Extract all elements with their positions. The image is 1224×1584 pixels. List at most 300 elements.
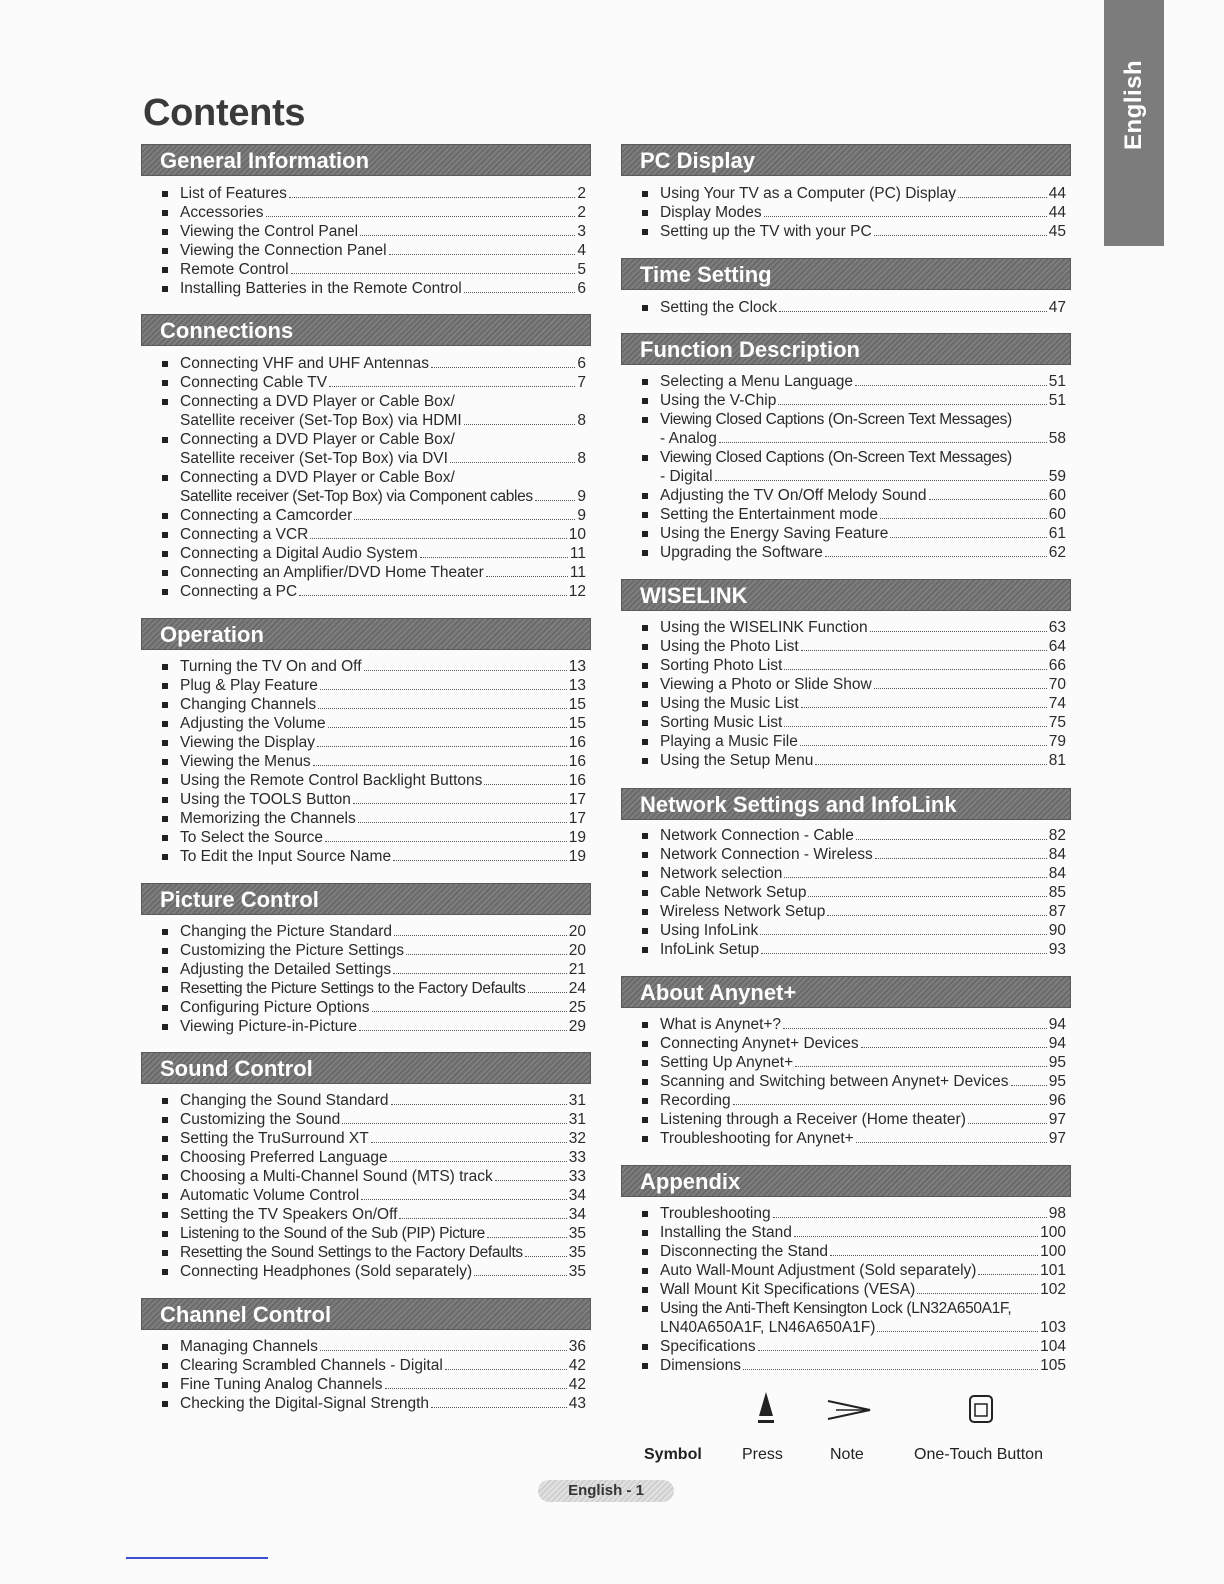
section-header-sound: Sound Control [141,1052,591,1084]
toc-entry-page: 20 [568,942,586,959]
toc-entry-label: Configuring Picture Options [180,999,370,1016]
toc-leader-dots [420,557,568,558]
press-label: Press [742,1446,783,1463]
language-tab-label: English [1120,59,1147,151]
toc-entry [638,864,1066,883]
toc-entry-label: Choosing a Multi-Channel Sound (MTS) track [180,1168,493,1185]
toc-entry-label: Setting up the TV with your PC [660,223,872,240]
toc-entry-page: 31 [568,1111,586,1128]
toc-entry-label: Using the TOOLS Button [180,791,351,808]
toc-entry-label: Viewing the Display [180,734,315,751]
toc-entry [158,1262,586,1281]
toc-entry-page: 96 [1048,1092,1066,1109]
toc-entry [158,279,586,298]
toc-leader-dots [317,746,567,747]
toc-leader-dots [875,858,1047,859]
toc-entry [638,410,1066,429]
toc-entry [158,392,586,411]
toc-leader-dots [733,1104,1047,1105]
toc-leader-dots [856,1142,1047,1143]
toc-leader-dots [528,992,567,993]
toc-entry [158,222,586,241]
toc-entry-label: Selecting a Menu Language [660,373,854,390]
toc-leader-dots [861,1047,1047,1048]
toc-entry-page: 51 [1048,392,1066,409]
toc-entry [158,468,586,487]
toc-entry-label: Connecting a Digital Audio System [180,545,418,562]
toc-entry [158,752,586,771]
toc-entry-label: Changing the Picture Standard [180,923,392,940]
toc-leader-dots [1011,1085,1047,1086]
toc-leader-dots [761,953,1047,954]
symbol-label: Symbol [644,1446,702,1463]
toc-leader-dots [830,1255,1038,1256]
toc-entry-label: Display Modes [660,204,762,221]
toc-entry [158,506,586,525]
toc-entry [638,486,1066,505]
toc-entry-page: 102 [1040,1281,1066,1298]
toc-entry [158,430,586,449]
toc-entry-page: 95 [1048,1054,1066,1071]
toc-leader-dots [393,860,567,861]
toc-entry-page: 105 [1040,1357,1066,1374]
toc-entry-label: Using the Remote Control Backlight Buttons [180,772,483,789]
toc-leader-dots [318,708,567,709]
page-title: Contents [143,92,306,134]
press-icon [756,1390,776,1426]
toc-entry-label: Accessories [180,204,264,221]
toc-entry [158,714,586,733]
toc-entry-page: 24 [568,980,586,997]
toc-entry-label: Using the Setup Menu [660,752,814,769]
toc-leader-dots [299,595,567,596]
toc-entry-label: Connecting a DVD Player or Cable Box/ [180,469,455,486]
toc-entry-label: Setting the Clock [660,299,778,316]
toc-entry [158,1243,586,1262]
toc-leader-dots [487,1237,567,1238]
toc-entry-page: 98 [1048,1205,1066,1222]
section-header-wiselink: WISELINK [621,579,1071,611]
toc-entry-page: 20 [568,923,586,940]
toc-entry [158,960,586,979]
toc-leader-dots [266,216,576,217]
toc-entry-label: Auto Wall-Mount Adjustment (Sold separately) [660,1262,977,1279]
toc-entry [158,1167,586,1186]
toc-entry [638,372,1066,391]
toc-leader-dots [917,1293,1038,1294]
toc-entry-label: Choosing Preferred Language [180,1149,388,1166]
toc-entry-page: 33 [568,1149,586,1166]
one-touch-button-icon [968,1394,994,1424]
toc-entry-page: 100 [1040,1243,1066,1260]
section-header-channel: Channel Control [141,1298,591,1330]
toc-entry-label: Installing the Stand [660,1224,792,1241]
toc-entry-page: 32 [568,1130,586,1147]
toc-leader-dots [353,803,567,804]
toc-leader-dots [773,1217,1047,1218]
toc-entry-page: 63 [1048,619,1066,636]
toc-entry [638,1223,1066,1242]
toc-entry-label: Connecting a DVD Player or Cable Box/ [180,431,455,448]
section-list-sound [158,1091,586,1281]
toc-entry-label: Using the Photo List [660,638,799,655]
toc-leader-dots [758,1350,1038,1351]
toc-entry-page: 15 [568,696,586,713]
section-list-operation [158,657,586,866]
toc-entry-label: Setting the TV Speakers On/Off [180,1206,398,1223]
toc-entry-label: Wall Mount Kit Specifications (VESA) [660,1281,916,1298]
toc-entry-page: 93 [1048,941,1066,958]
toc-entry [638,940,1066,959]
toc-entry-label: Customizing the Picture Settings [180,942,404,959]
toc-entry [638,694,1066,713]
toc-entry-label: Viewing the Menus [180,753,311,770]
toc-entry-page: 34 [568,1206,586,1223]
toc-entry-page: 43 [568,1395,586,1412]
footer-rule [126,1557,268,1559]
toc-leader-dots [784,877,1046,878]
toc-entry-page: 7 [577,374,586,391]
toc-entry-label: LN40A650A1F, LN46A650A1F) [660,1319,876,1336]
toc-entry [158,1356,586,1375]
toc-entry [638,1242,1066,1261]
toc-leader-dots [364,670,567,671]
toc-leader-dots [827,915,1046,916]
toc-entry-label: Connecting a Camcorder [180,507,353,524]
toc-entry [158,354,586,373]
toc-entry [638,184,1066,203]
toc-leader-dots [484,784,566,785]
toc-entry-page: 3 [577,223,586,240]
toc-entry-page: 35 [568,1225,586,1242]
toc-leader-dots [856,839,1047,840]
toc-leader-dots [743,1369,1038,1370]
toc-leader-dots [764,216,1047,217]
toc-entry [158,847,586,866]
toc-entry-page: 104 [1040,1338,1066,1355]
language-side-tab [1104,0,1164,246]
toc-entry [158,1337,586,1356]
toc-entry [638,1129,1066,1148]
section-header-picture: Picture Control [141,883,591,915]
toc-entry-label: Connecting Anynet+ Devices [660,1035,859,1052]
toc-entry-label: Using the Anti-Theft Kensington Lock (LN32A650A1F, [660,1300,1012,1317]
toc-entry [638,1091,1066,1110]
toc-entry-label: Satellite receiver (Set-Top Box) via HDMI [180,412,462,429]
toc-entry-page: 29 [568,1018,586,1035]
toc-entry [158,1017,586,1036]
toc-entry [638,1204,1066,1223]
toc-entry [158,941,586,960]
toc-leader-dots [329,386,575,387]
toc-leader-dots [394,935,567,936]
toc-entry [638,222,1066,241]
toc-entry [638,1356,1066,1375]
toc-entry-label: To Select the Source [180,829,324,846]
toc-leader-dots [391,1104,567,1105]
toc-entry [638,1299,1066,1318]
toc-leader-dots [313,765,567,766]
toc-entry [158,203,586,222]
toc-leader-dots [801,650,1047,651]
toc-entry-page: 2 [577,185,586,202]
toc-entry [158,1394,586,1413]
toc-entry-label: Viewing Closed Captions (On-Screen Text Messages) [660,411,1012,428]
toc-entry [638,845,1066,864]
toc-entry [158,771,586,790]
toc-leader-dots [808,896,1046,897]
toc-entry-label: Troubleshooting [660,1205,771,1222]
section-list-wiselink [638,618,1066,770]
toc-entry-page: 13 [568,658,586,675]
toc-leader-dots [525,1256,567,1257]
toc-entry-label: To Edit the Input Source Name [180,848,392,865]
toc-entry-page: 25 [568,999,586,1016]
toc-entry-label: Using InfoLink [660,922,759,939]
toc-entry-page: 42 [568,1357,586,1374]
toc-entry-label: Using Your TV as a Computer (PC) Display [660,185,957,202]
toc-entry-label: Satellite receiver (Set-Top Box) via Component cables [180,488,533,505]
toc-entry-label: Viewing the Connection Panel [180,242,387,259]
toc-entry-label: Connecting a DVD Player or Cable Box/ [180,393,455,410]
toc-entry-page: 64 [1048,638,1066,655]
toc-entry-label: Resetting the Picture Settings to the Factory Defaults [180,980,526,997]
toc-entry [158,1110,586,1129]
toc-entry-label: Viewing a Photo or Slide Show [660,676,872,693]
toc-entry [638,505,1066,524]
toc-entry-label: Setting the Entertainment mode [660,506,878,523]
toc-leader-dots [495,1180,567,1181]
toc-entry-label: Connecting VHF and UHF Antennas [180,355,429,372]
toc-leader-dots [372,1011,567,1012]
toc-entry-label: Automatic Volume Control [180,1187,360,1204]
toc-entry-page: 44 [1048,185,1066,202]
toc-leader-dots [779,311,1047,312]
toc-entry [638,637,1066,656]
toc-leader-dots [486,576,568,577]
toc-leader-dots [431,1407,567,1408]
toc-entry-page: 103 [1040,1319,1066,1336]
toc-entry-label: Upgrading the Software [660,544,823,561]
toc-entry-label: Setting the TruSurround XT [180,1130,369,1147]
toc-entry [638,751,1066,770]
toc-leader-dots [445,1369,567,1370]
toc-leader-dots [795,1066,1047,1067]
section-header-network: Network Settings and InfoLink [621,788,1071,820]
toc-entry-label: Changing Channels [180,696,317,713]
toc-leader-dots [474,1275,567,1276]
toc-entry-label: Adjusting the Volume [180,715,326,732]
toc-entry-label: Playing a Music File [660,733,798,750]
toc-entry-label: Resetting the Sound Settings to the Factory Defaults [180,1244,523,1261]
toc-entry-label: Using the WISELINK Function [660,619,868,636]
note-label: Note [830,1446,864,1463]
toc-entry-page: 82 [1048,827,1066,844]
toc-entry [638,1015,1066,1034]
toc-entry-label: Scanning and Switching between Anynet+ Devices [660,1073,1009,1090]
toc-entry-page: 84 [1048,846,1066,863]
toc-leader-dots [794,1236,1038,1237]
toc-entry-page: 42 [568,1376,586,1393]
toc-leader-dots [784,669,1046,670]
one-touch-label: One-Touch Button [914,1446,1043,1463]
section-list-function [638,372,1066,562]
toc-entry [158,695,586,714]
toc-leader-dots [320,1350,567,1351]
toc-leader-dots [320,689,567,690]
section-header-appendix: Appendix [621,1165,1071,1197]
toc-entry-label: What is Anynet+? [660,1016,782,1033]
toc-entry-label: Customizing the Sound [180,1111,341,1128]
toc-entry-page: 84 [1048,865,1066,882]
toc-entry-page: 6 [577,355,586,372]
toc-entry [158,449,586,468]
toc-leader-dots [870,631,1047,632]
toc-entry [638,713,1066,732]
toc-entry-page: 95 [1048,1073,1066,1090]
toc-entry [638,656,1066,675]
toc-leader-dots [825,556,1047,557]
toc-leader-dots [535,500,576,501]
toc-entry-page: 87 [1048,903,1066,920]
toc-entry-label: Viewing the Control Panel [180,223,359,240]
toc-entry-page: 9 [577,507,586,524]
toc-leader-dots [874,688,1047,689]
toc-entry [638,921,1066,940]
toc-entry-page: 16 [568,753,586,770]
toc-entry-label: Clearing Scrambled Channels - Digital [180,1357,443,1374]
toc-entry-page: 94 [1048,1035,1066,1052]
toc-entry-page: 59 [1048,468,1066,485]
toc-leader-dots [890,537,1046,538]
toc-entry-page: 17 [568,810,586,827]
toc-entry-page: 17 [568,791,586,808]
toc-entry-label: Checking the Digital-Signal Strength [180,1395,429,1412]
toc-entry-page: 21 [568,961,586,978]
section-list-general [158,184,586,298]
toc-leader-dots [978,1274,1038,1275]
toc-entry [158,828,586,847]
toc-entry-page: 8 [577,450,586,467]
toc-entry-label: Using the Energy Saving Feature [660,525,889,542]
toc-entry-page: 35 [568,1244,586,1261]
toc-entry-page: 4 [577,242,586,259]
toc-entry-label: List of Features [180,185,287,202]
toc-entry [158,1129,586,1148]
toc-entry [158,1205,586,1224]
section-list-network [638,826,1066,959]
toc-entry-label: Using the Music List [660,695,799,712]
toc-entry [638,1072,1066,1091]
toc-entry-page: 62 [1048,544,1066,561]
toc-entry-label: Sorting Photo List [660,657,783,674]
toc-leader-dots [359,1030,567,1031]
toc-leader-dots [929,499,1047,500]
toc-leader-dots [431,367,575,368]
toc-leader-dots [358,822,567,823]
toc-entry-label: Connecting Cable TV [180,374,328,391]
toc-entry-label: Satellite receiver (Set-Top Box) via DVI [180,450,448,467]
toc-entry-page: 35 [568,1263,586,1280]
toc-leader-dots [354,519,575,520]
toc-leader-dots [715,480,1047,481]
toc-entry-page: 94 [1048,1016,1066,1033]
section-list-connections [158,354,586,601]
section-header-general: General Information [141,144,591,176]
toc-entry [158,676,586,695]
toc-entry [638,1318,1066,1337]
toc-entry [158,411,586,430]
toc-entry-page: 61 [1048,525,1066,542]
toc-entry-page: 36 [568,1338,586,1355]
toc-entry-label: Installing Batteries in the Remote Control [180,280,462,297]
toc-entry [638,1110,1066,1129]
toc-entry-label: Connecting Headphones (Sold separately) [180,1263,473,1280]
toc-entry-page: 74 [1048,695,1066,712]
toc-entry-page: 12 [568,583,586,600]
toc-entry-label: Connecting a VCR [180,526,309,543]
toc-leader-dots [385,1388,567,1389]
section-header-anynet: About Anynet+ [621,976,1071,1008]
toc-leader-dots [784,726,1046,727]
toc-entry [158,563,586,582]
toc-leader-dots [289,197,576,198]
toc-entry-page: 2 [577,204,586,221]
toc-entry-page: 60 [1048,506,1066,523]
toc-entry-page: 75 [1048,714,1066,731]
toc-entry-label: Using the V-Chip [660,392,777,409]
toc-entry-label: Turning the TV On and Off [180,658,362,675]
toc-entry [638,429,1066,448]
toc-entry-page: 5 [577,261,586,278]
toc-entry-page: 60 [1048,487,1066,504]
toc-entry [638,883,1066,902]
toc-entry-page: 9 [577,488,586,505]
toc-entry-label: Sorting Music List [660,714,783,731]
toc-entry [158,184,586,203]
toc-leader-dots [390,1161,567,1162]
toc-entry [638,524,1066,543]
toc-entry-label: Viewing Picture-in-Picture [180,1018,358,1035]
toc-entry [158,922,586,941]
section-list-picture [158,922,586,1036]
toc-entry-page: 47 [1048,299,1066,316]
toc-entry-label: - Digital [660,468,713,485]
toc-leader-dots [968,1123,1047,1124]
toc-entry-label: Dimensions [660,1357,741,1374]
section-list-pc [638,184,1066,241]
toc-entry-label: Network Connection - Cable [660,827,854,844]
section-list-anynet [638,1015,1066,1148]
toc-entry-label: Plug & Play Feature [180,677,318,694]
note-icon [826,1398,872,1422]
toc-entry-label: Fine Tuning Analog Channels [180,1376,383,1393]
toc-entry-page: 11 [569,564,586,581]
toc-entry-page: 97 [1048,1111,1066,1128]
toc-entry-page: 85 [1048,884,1066,901]
toc-leader-dots [719,442,1047,443]
toc-entry [638,902,1066,921]
toc-entry-label: InfoLink Setup [660,941,760,958]
toc-leader-dots [783,1028,1047,1029]
toc-leader-dots [328,727,567,728]
toc-entry [158,582,586,601]
toc-leader-dots [325,841,567,842]
toc-entry [638,1261,1066,1280]
toc-entry [638,1280,1066,1299]
toc-leader-dots [291,273,576,274]
toc-entry [158,979,586,998]
